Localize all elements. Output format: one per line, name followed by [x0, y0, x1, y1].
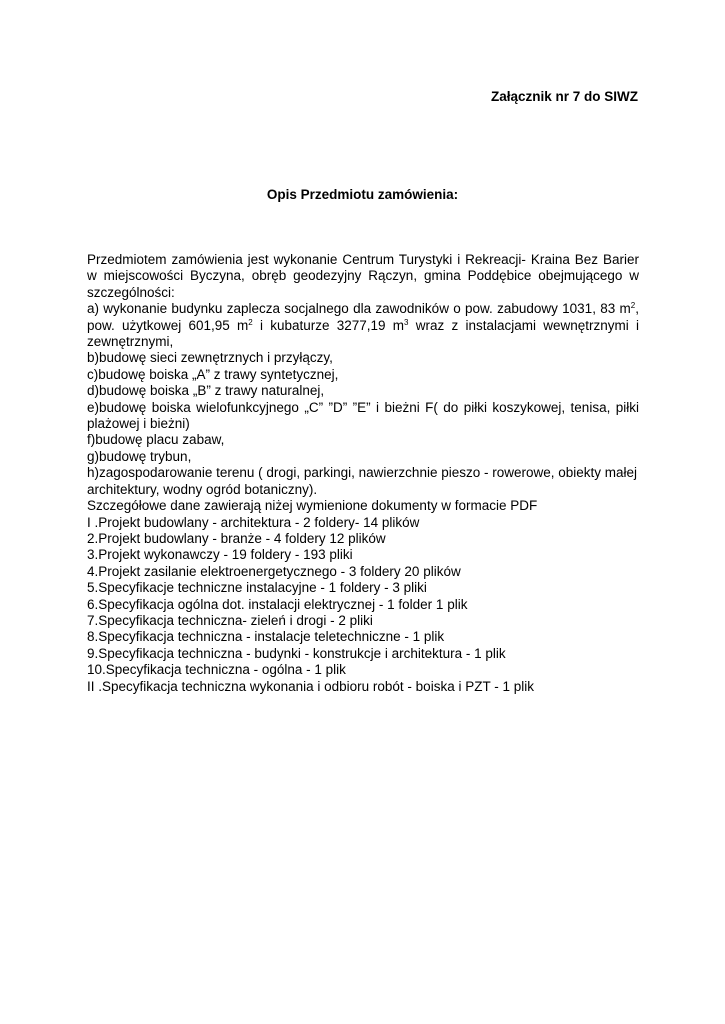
item-f: f)budowę placu zabaw,: [87, 432, 225, 448]
item-h: h)zagospodarowanie terenu ( drogi, parkingi, nawierzchnie pieszo - rowerowe, obiekty małej architektury, wodny ogród botaniczny).: [87, 465, 638, 497]
document-list-item: 2.Projekt budowlany - branże - 4 foldery 12 plików: [87, 530, 386, 546]
document-list-item: II .Specyfikacja techniczna wykonania i odbioru robót - boiska i PZT - 1 plik: [87, 678, 534, 694]
item-a-text-2: , pow. użytkowej 601,95 m: [87, 301, 639, 333]
item-a-sup-2: 2: [248, 317, 253, 327]
document-list-item: 10.Specyfikacja techniczna - ogólna - 1 plik: [87, 662, 346, 678]
item-a-text-3: i kubaturze 3277,19 m: [252, 317, 405, 333]
item-d: d)budowę boiska „B” z trawy naturalnej,: [87, 383, 325, 399]
intro-paragraph: Przedmiotem zamówienia jest wykonanie Centrum Turystyki i Rekreacji- Kraina Bez Barier w miejscowości Byczyna, obręb geodezyjny Rączyn, gmina Poddębice obejmującego w szczególności:: [87, 252, 639, 300]
item-a-sup-1: 2: [630, 301, 636, 311]
document-list-item: 8.Specyfikacja techniczna - instalacje teletechniczne - 1 plik: [87, 629, 445, 645]
document-list-item: 5.Specyfikacje techniczne instalacyjne - 1 foldery - 3 pliki: [87, 580, 427, 596]
document-list-item: 9.Specyfikacja techniczna - budynki - konstrukcje i architektura - 1 plik: [87, 645, 506, 661]
item-e: e)budowę boiska wielofunkcyjnego „C” ”D” ”E” i bieżni F( do piłki koszykowej, tenisa, piłki plażowej i bieżni): [87, 399, 639, 432]
item-g: g)budowę trybun,: [87, 448, 192, 464]
document-title: Opis Przedmiotu zamówienia:: [266, 187, 459, 202]
item-a-sup-3: 3: [404, 317, 409, 327]
item-c: c)budowę boiska „A” z trawy syntetycznej,: [87, 366, 339, 382]
document-list-item: 3.Projekt wykonawczy - 19 foldery - 193 pliki: [87, 547, 353, 563]
document-body: [87, 252, 639, 695]
document-list-item: 6.Specyfikacja ogólna dot. instalacji elektrycznej - 1 folder 1 plik: [87, 596, 468, 612]
documents-intro: Szczegółowe dane zawierają niżej wymienione dokumenty w formacie PDF: [87, 498, 538, 514]
document-list-item: 7.Specyfikacja techniczna- zieleń i drogi - 2 pliki: [87, 612, 373, 628]
item-a-text-1: a) wykonanie budynku zaplecza socjalnego dla zawodników o pow. zabudowy 1031, 83 m: [87, 301, 631, 317]
attachment-label: Załącznik nr 7 do SIWZ: [490, 89, 638, 104]
document-list-item: 4.Projekt zasilanie elektroenergetycznego - 3 foldery 20 plików: [87, 563, 461, 579]
item-a-text-4: wraz z instalacjami wewnętrznymi i zewnętrznymi,: [87, 317, 639, 350]
document-list-item: I .Projekt budowlany - architektura - 2 foldery- 14 plików: [87, 514, 420, 530]
item-a: [87, 301, 639, 350]
item-b: b)budowę sieci zewnętrznych i przyłączy,: [87, 350, 333, 366]
